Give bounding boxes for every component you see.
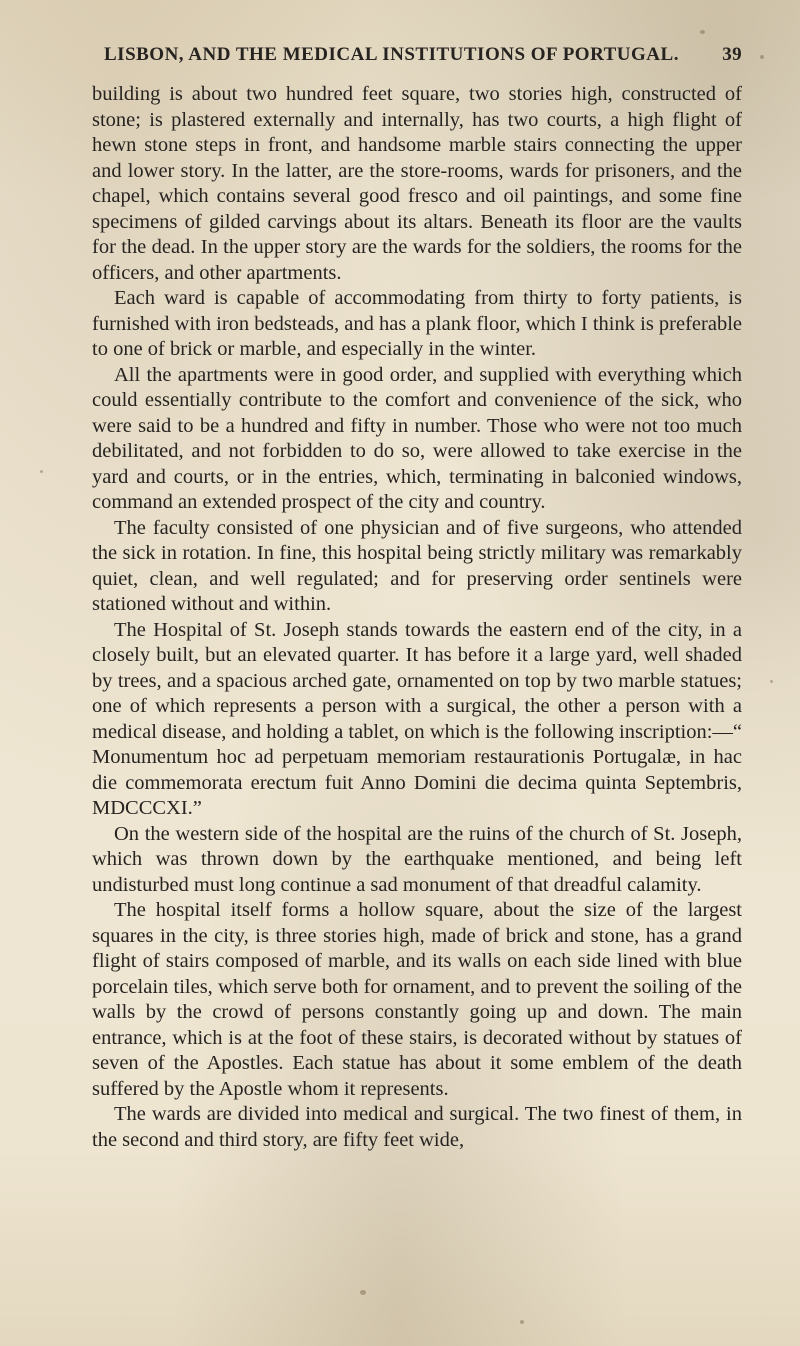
paragraph: building is about two hundred feet square, two stories high, constructed of stone; is plastered externally and internally, has two courts, a high flight of hewn stone steps in front, and handsome marble stairs connecting the upper and lower story. In the latter, are the store-rooms, wards for prisoners, and the chapel, which contains several good fresco and oil paintings, and some fine specimens of gilded carvings about its altars. Beneath its floor are the vaults for the dead. In the upper story are the wards for the soldiers, the rooms for the officers, and other apartments.	[92, 83, 742, 284]
page-number: 39	[722, 44, 742, 65]
paper-speck	[700, 30, 705, 34]
paper-speck	[360, 1290, 366, 1295]
paragraph: The faculty consisted of one physician and of five surgeons, who attended the sick in rotation. In fine, this hospital being strictly military was remarkably quiet, clean, and well regulated; and for preserving order sentinels were stationed without and within.	[92, 516, 742, 615]
paper-speck	[760, 55, 764, 59]
paper-speck	[40, 470, 43, 473]
body-text	[92, 82, 742, 1153]
running-head-title: LISBON, AND THE MEDICAL INSTITUTIONS OF PORTUGAL.	[104, 44, 679, 65]
paragraph: The hospital itself forms a hollow square, about the size of the largest squares in the city, is three stories high, made of brick and stone, has a grand flight of stairs composed of marble, and its walls on each side lined with blue porcelain tiles, which serve both for ornament, and to prevent the soiling of the walls by the crowd of persons constantly going up and down. The main entrance, which is at the foot of these stairs, is decorated without by statues of seven of the Apostles. Each statue has about it some emblem of the death suffered by the Apostle whom it represents.	[92, 899, 742, 1100]
paper-speck	[770, 680, 773, 683]
running-head	[104, 44, 742, 74]
paragraph: The wards are divided into medical and surgical. The two finest of them, in the second and third story, are fifty feet wide,	[92, 1103, 742, 1151]
paper-speck	[520, 1320, 524, 1324]
document-page	[92, 44, 742, 1153]
paragraph: The Hospital of St. Joseph stands towards the eastern end of the city, in a closely built, but an elevated quarter. It has before it a large yard, well shaded by trees, and a spacious arched gate, ornamented on top by two marble statues; one of which represents a person with a surgical, the other a person with a medical disease, and holding a tablet, on which is the following inscription:—“ Monumentum hoc ad perpetuam memoriam restaurationis Portugalæ, in hac die commemorata erectum fuit Anno Domini die decima quinta Septembris, MDCCCXI.”	[92, 618, 742, 819]
paragraph: Each ward is capable of accommodating from thirty to forty patients, is furnished with iron bedsteads, and has a plank floor, which I think is preferable to one of brick or marble, and especially in the winter.	[92, 287, 742, 360]
paragraph: All the apartments were in good order, and supplied with everything which could essentially contribute to the comfort and convenience of the sick, who were said to be a hundred and fifty in number. Those who were not too much debilitated, and not forbidden to do so, were allowed to take exercise in the yard and courts, or in the entries, which, terminating in balconied windows, command an extended prospect of the city and country.	[92, 363, 742, 513]
paragraph: On the western side of the hospital are the ruins of the church of St. Joseph, which was thrown down by the earthquake mentioned, and being left undisturbed must long continue a sad monument of that dreadful calamity.	[92, 822, 742, 896]
